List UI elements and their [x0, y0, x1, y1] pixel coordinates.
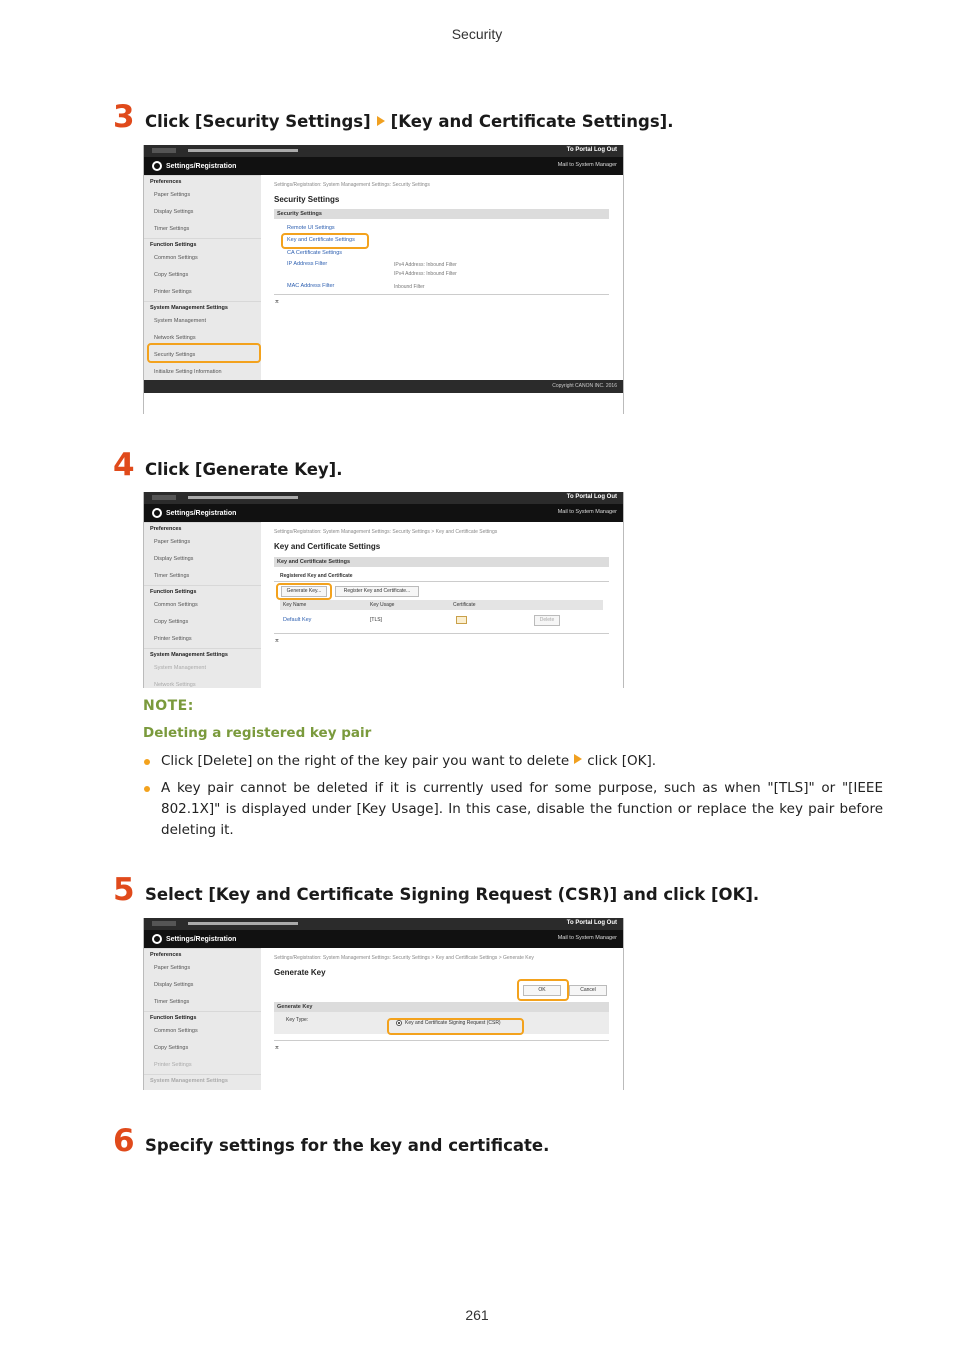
divider: [274, 633, 609, 634]
sidebar-group: System Management Settings: [144, 301, 261, 313]
title-bar: [144, 930, 623, 948]
model-name: [188, 922, 298, 925]
page-number: 261: [465, 1307, 489, 1323]
model-name: [188, 496, 298, 499]
main-content: [261, 175, 623, 380]
sidebar-group: Function Settings: [144, 238, 261, 250]
sidebar-item-timer[interactable]: Timer Settings: [154, 573, 190, 579]
sidebar-item-paper[interactable]: Paper Settings: [154, 192, 191, 198]
scroll-top-icon[interactable]: ⌅: [274, 637, 280, 644]
highlight-box: [281, 233, 369, 249]
highlight-box: [517, 979, 569, 1001]
sidebar-item-printer[interactable]: Printer Settings: [154, 636, 192, 642]
sidebar-group: Function Settings: [144, 1011, 261, 1023]
mail-link[interactable]: Mail to System Manager: [557, 162, 617, 168]
link-key-certificate[interactable]: Key and Certificate Settings: [287, 237, 355, 243]
canon-logo: [152, 921, 176, 926]
note-subtitle: Deleting a registered key pair: [143, 725, 372, 741]
column-header: Key Name: [283, 602, 307, 608]
step-text: Specify settings for the key and certificate.: [145, 1136, 550, 1155]
screenshot-key-certificate: [143, 492, 624, 688]
gear-icon: [152, 161, 162, 171]
step-number: 6: [113, 1123, 135, 1159]
sidebar-item-system[interactable]: System Management: [154, 318, 206, 324]
sidebar: [144, 522, 261, 688]
sidebar-item-display[interactable]: Display Settings: [154, 982, 194, 988]
title-bar: [144, 157, 623, 175]
sidebar-group: System Management Settings: [144, 1074, 261, 1086]
top-bar: [144, 492, 623, 504]
sidebar-item-display[interactable]: Display Settings: [154, 556, 194, 562]
sidebar-item-copy[interactable]: Copy Settings: [154, 619, 189, 625]
divider: [274, 581, 609, 582]
bullet-icon: [144, 759, 150, 765]
step-number: 3: [113, 99, 135, 135]
link-ca-certificate[interactable]: CA Certificate Settings: [287, 250, 343, 256]
section-header: Key and Certificate Settings: [274, 557, 609, 567]
screenshot-security-settings: [143, 145, 624, 414]
breadcrumb: Settings/Registration: System Management Settings: Security Settings: [274, 182, 430, 188]
sidebar-item-copy[interactable]: Copy Settings: [154, 1045, 189, 1051]
arrow-right-icon: [574, 754, 582, 764]
step-text: Click [Generate Key].: [145, 460, 343, 479]
note-bullet: [143, 778, 883, 841]
subsection-title: Registered Key and Certificate: [280, 573, 353, 579]
step-text-part: Click [Security Settings]: [145, 112, 371, 131]
sidebar-item-paper[interactable]: Paper Settings: [154, 965, 191, 971]
bullet-text: click [OK].: [587, 753, 657, 769]
mail-link[interactable]: Mail to System Manager: [557, 509, 617, 515]
sidebar: [144, 948, 261, 1090]
step-number: 5: [113, 872, 135, 908]
sidebar-item-common[interactable]: Common Settings: [154, 1028, 198, 1034]
scroll-top-icon[interactable]: ⌅: [274, 298, 280, 305]
top-bar: [144, 145, 623, 157]
generate-key-button[interactable]: Generate Key...: [281, 586, 327, 597]
link-mac-filter[interactable]: MAC Address Filter: [287, 283, 335, 289]
sidebar-item-network[interactable]: Network Settings: [154, 335, 196, 341]
key-name-link[interactable]: Default Key: [283, 617, 312, 623]
register-key-button[interactable]: Register Key and Certificate...: [335, 586, 419, 597]
canon-logo: [152, 495, 176, 500]
section-header: Generate Key: [274, 1002, 609, 1012]
sidebar-group: Function Settings: [144, 585, 261, 597]
column-header: Certificate: [453, 602, 476, 608]
sidebar-item-printer[interactable]: Printer Settings: [154, 1062, 192, 1068]
bullet-text: Click [Delete] on the right of the key pair you want to delete: [161, 753, 570, 769]
title-bar: [144, 504, 623, 522]
sidebar-item-copy[interactable]: Copy Settings: [154, 272, 189, 278]
sidebar-group: Preferences: [144, 948, 261, 960]
sidebar-item-initialize[interactable]: Initialize Setting Information: [154, 369, 222, 375]
arrow-right-icon: [377, 116, 385, 126]
breadcrumb: Settings/Registration: System Management Settings: Security Settings > Key and Certificate Settings: [274, 529, 498, 535]
sidebar-item-display[interactable]: Display Settings: [154, 209, 194, 215]
sidebar-item-common[interactable]: Common Settings: [154, 255, 198, 261]
app-title: Settings/Registration: [166, 935, 237, 943]
link-remote-ui[interactable]: Remote UI Settings: [287, 225, 335, 231]
sidebar-group: Preferences: [144, 522, 261, 534]
column-header: Key Usage: [370, 602, 395, 608]
page-title: Key and Certificate Settings: [274, 542, 381, 551]
sidebar-item-security[interactable]: Security Settings: [154, 352, 196, 358]
breadcrumb: Settings/Registration: System Management Settings: Security Settings > Key and Certificate Settings > Generate Key: [274, 955, 534, 961]
sidebar-item-system[interactable]: System Management: [154, 665, 206, 671]
scroll-top-icon[interactable]: ⌅: [274, 1044, 280, 1051]
highlight-box: [147, 343, 261, 363]
sidebar-item-common[interactable]: Common Settings: [154, 602, 198, 608]
portal-logout-links[interactable]: To Portal Log Out: [566, 920, 617, 926]
note-label: NOTE:: [143, 698, 194, 714]
screenshot-generate-key: [143, 918, 624, 1090]
portal-logout-links[interactable]: To Portal Log Out: [566, 494, 617, 500]
section-header: Security Settings: [274, 209, 609, 219]
csr-option-label[interactable]: Key and Certificate Signing Request (CSR): [405, 1020, 501, 1026]
highlight-box: [387, 1018, 524, 1035]
sidebar-item-paper[interactable]: Paper Settings: [154, 539, 191, 545]
model-name: [188, 149, 298, 152]
divider: [274, 294, 609, 295]
gear-icon: [152, 508, 162, 518]
app-title: Settings/Registration: [166, 162, 237, 170]
table-header: [280, 600, 603, 610]
highlight-box: [276, 583, 332, 600]
bullet-text: A key pair cannot be deleted if it is currently used for some purpose, such as when "[TLS]" or "[IEEE 802.1X]" is displayed under [Key Usage]. In this case, disable the function or replace the key pair before deleting it.: [161, 780, 883, 838]
delete-button[interactable]: Delete: [534, 615, 560, 626]
page-title: Security Settings: [274, 195, 340, 204]
key-type-label: Key Type:: [286, 1017, 309, 1023]
top-bar: [144, 918, 623, 930]
mac-filter-value: Inbound Filter: [394, 284, 425, 290]
gear-icon: [152, 934, 162, 944]
app-title: Settings/Registration: [166, 509, 237, 517]
sidebar-group: System Management Settings: [144, 648, 261, 660]
step-3: [113, 99, 674, 135]
portal-logout-links[interactable]: To Portal Log Out: [566, 147, 617, 153]
cancel-button[interactable]: Cancel: [569, 985, 607, 996]
link-ip-filter[interactable]: IP Address Filter: [287, 261, 328, 267]
step-text: [145, 112, 673, 131]
note-bullet: [143, 751, 883, 772]
page-title: Generate Key: [274, 968, 326, 977]
step-text: Select [Key and Certificate Signing Request (CSR)] and click [OK].: [145, 885, 760, 904]
table-row: [280, 613, 603, 627]
canon-logo: [152, 148, 176, 153]
ip-filter-value: IPv4 Address: Inbound Filter: [394, 262, 457, 268]
sidebar-item-printer[interactable]: Printer Settings: [154, 289, 192, 295]
sidebar-item-timer[interactable]: Timer Settings: [154, 226, 190, 232]
key-usage: [TLS]: [370, 617, 382, 623]
ip-filter-value: IPv4 Address: Inbound Filter: [394, 271, 457, 277]
sidebar-group: Preferences: [144, 175, 261, 187]
step-5: [113, 872, 760, 908]
bullet-icon: [144, 786, 150, 792]
step-text-part: [Key and Certificate Settings].: [390, 112, 674, 131]
sidebar-item-timer[interactable]: Timer Settings: [154, 999, 190, 1005]
sidebar-item-network[interactable]: Network Settings: [154, 682, 196, 688]
mail-link[interactable]: Mail to System Manager: [557, 935, 617, 941]
step-6: [113, 1123, 550, 1159]
step-4: [113, 447, 343, 483]
certificate-icon[interactable]: [456, 616, 467, 624]
footer-copyright: Copyright CANON INC. 2016: [144, 380, 623, 393]
divider: [274, 1040, 609, 1041]
step-number: 4: [113, 447, 135, 483]
main-content: [261, 522, 623, 688]
running-header: Security: [451, 26, 503, 42]
ok-button[interactable]: OK: [523, 985, 561, 996]
